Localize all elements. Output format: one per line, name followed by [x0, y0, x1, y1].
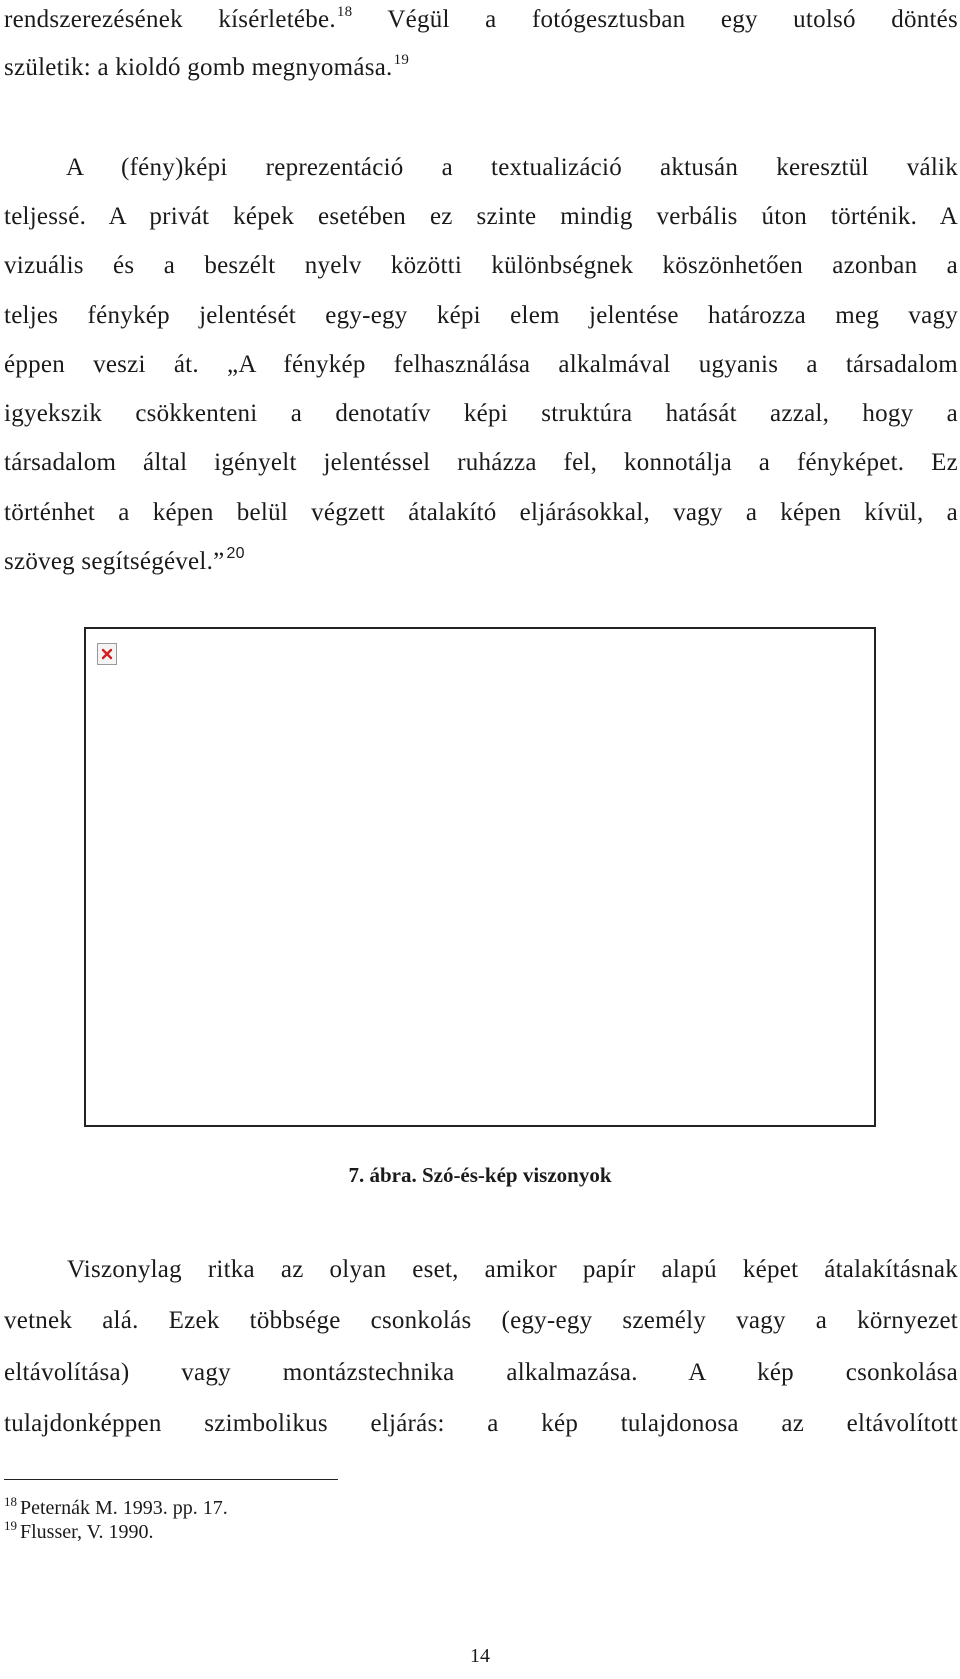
text-line: [4, 246, 958, 286]
footnote-number: 19: [4, 1518, 17, 1533]
footnote-text: Peternák M. 1993. pp. 17.: [20, 1497, 228, 1519]
line-text: történhet a képen belül végzett átalakító eljárásokkal, vagy a képen kívül, a: [4, 499, 958, 526]
text-line: [4, 394, 958, 434]
text-line: [4, 197, 958, 237]
broken-image-icon: [97, 643, 117, 665]
text-line: [4, 542, 958, 582]
text-line: [4, 1301, 958, 1341]
line-text: szöveg segítségével.”: [4, 548, 225, 575]
footnote-text: Flusser, V. 1990.: [20, 1521, 154, 1543]
line-text: éppen veszi át. „A fénykép felhasználása alkalmával ugyanis a társadalom: [4, 351, 958, 378]
figure-caption: 7. ábra. Szó-és-kép viszonyok: [348, 1163, 612, 1187]
footnote: [4, 1520, 154, 1546]
footnote-ref-18[interactable]: 18: [336, 4, 353, 20]
line-text: vizuális és a beszélt nyelv közötti különbségnek köszönhetően azonban a: [4, 252, 958, 279]
page-number: 14: [470, 1645, 490, 1667]
line-text: tulajdonképpen szimbolikus eljárás: a kép tulajdonosa az eltávolított: [4, 1410, 958, 1437]
line-text: teljessé. A privát képek esetében ez szinte mindig verbális úton történik. A: [4, 203, 958, 230]
close-x-icon: [101, 648, 113, 660]
footnote-ref-20[interactable]: 20: [226, 545, 245, 562]
text-line: [4, 443, 958, 483]
line-text: A (fény)képi reprezentáció a textualizáció aktusán keresztül válik: [66, 154, 958, 181]
line-text: igyekszik csökkenteni a denotatív képi struktúra hatását azzal, hogy a: [4, 400, 958, 427]
line-text: születik: a kioldó gomb megnyomása.: [4, 54, 393, 81]
footnote: [4, 1496, 228, 1522]
text-line: [4, 1353, 958, 1393]
text-line: [4, 0, 958, 40]
line-text: Végül a fotógesztusban egy utolsó döntés: [352, 6, 958, 33]
line-text: Viszonylag ritka az olyan eset, amikor papír alapú képet átalakításnak: [67, 1256, 958, 1283]
text-line: [66, 148, 958, 188]
figure-image-frame: [84, 627, 876, 1127]
text-line: [4, 345, 958, 385]
line-text: teljes fénykép jelentését egy-egy képi elem jelentése határozza meg vagy: [4, 302, 958, 329]
text-line: [4, 1404, 958, 1444]
line-text: eltávolítása) vagy montázstechnika alkalmazása. A kép csonkolása: [4, 1359, 958, 1386]
footnote-ref-19[interactable]: 19: [393, 52, 410, 68]
text-line: [67, 1250, 958, 1290]
line-text: vetnek alá. Ezek többsége csonkolás (egy-egy személy vagy a környezet: [4, 1307, 958, 1334]
line-text: rendszerezésének kísérletébe.: [4, 6, 336, 33]
text-line: [4, 48, 958, 88]
text-line: [4, 296, 958, 336]
line-text: társadalom által igényelt jelentéssel ruházza fel, konnotálja a fényképet. Ez: [4, 449, 958, 476]
footnote-separator: [4, 1479, 338, 1480]
text-line: [4, 493, 958, 533]
footnote-number: 18: [4, 1494, 17, 1509]
